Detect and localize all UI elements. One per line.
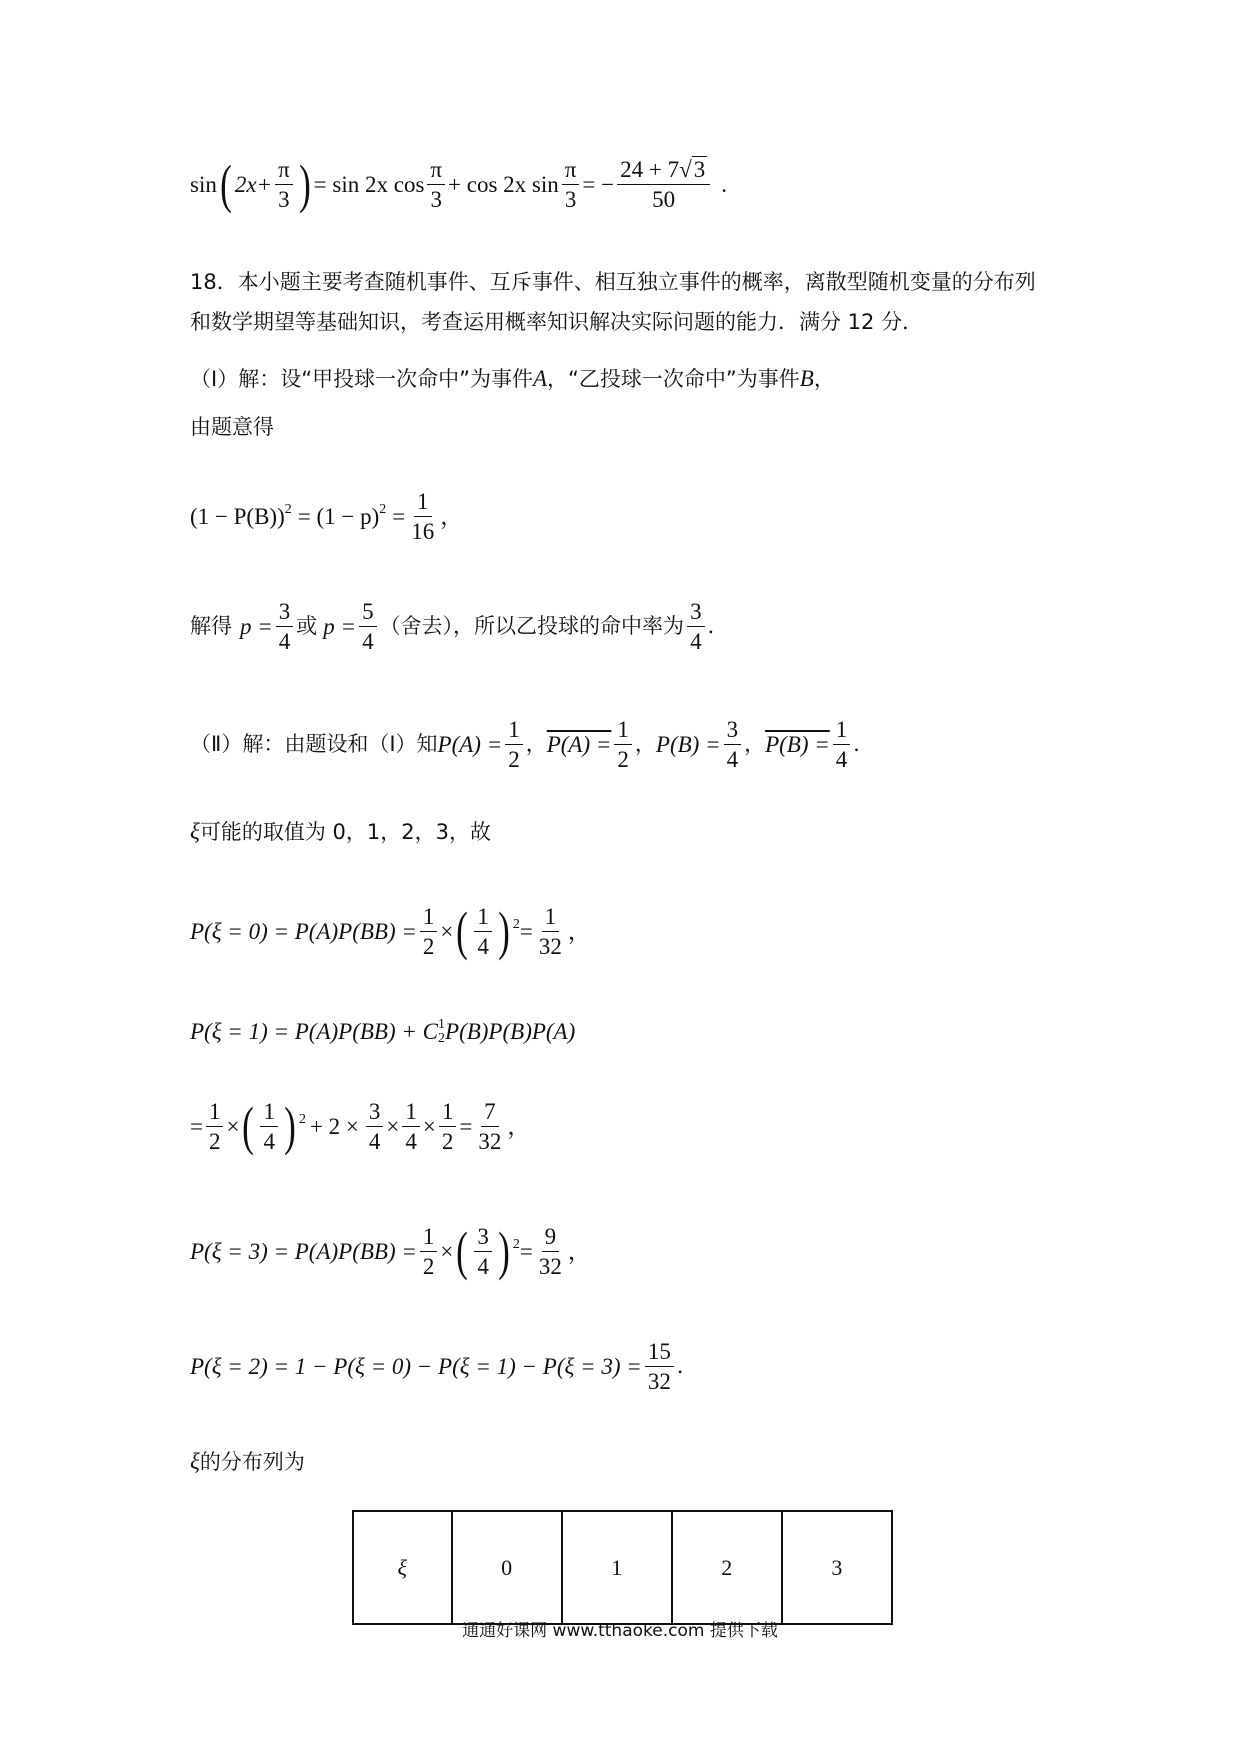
times: × (226, 1113, 240, 1139)
numerator: 1 (206, 1100, 224, 1127)
times: × (422, 1113, 436, 1139)
numerator: π (427, 158, 445, 185)
table-cell: ξ (353, 1511, 452, 1624)
part1-intro (190, 365, 835, 393)
denominator: 4 (405, 1129, 417, 1154)
period: ． (676, 1353, 698, 1378)
denominator: 2 (617, 747, 629, 772)
equals: = (392, 503, 406, 529)
fraction-1-4 (402, 1100, 420, 1153)
square: 2 (379, 502, 387, 518)
times: × (386, 1113, 400, 1139)
denominator: 32 (538, 934, 562, 959)
text: 可能的取值为 0，1，2，3，故 (199, 820, 491, 844)
denominator: 32 (478, 1129, 502, 1154)
denominator: 4 (477, 1254, 489, 1279)
numerator: 3 (276, 600, 294, 627)
right-paren: ) (498, 901, 510, 962)
lhs: P(ξ = 3) = P(A)P(BB) = (190, 1238, 417, 1264)
numerator: 1 (420, 905, 438, 932)
numerator: 1 (260, 1100, 278, 1127)
comma: ， (440, 503, 464, 529)
text: ，“乙投球一次命中”为事件 (547, 367, 800, 391)
denominator: 4 (835, 747, 848, 772)
numerator: 1 (414, 490, 432, 517)
times: × (440, 1238, 454, 1264)
pa-bar: P(A) = (546, 731, 612, 757)
by-problem: 由题意得 (190, 415, 274, 439)
fraction-9-32 (536, 1225, 565, 1278)
times: × (440, 918, 454, 944)
fraction-1-2 (420, 905, 438, 958)
eq-pb (190, 490, 463, 543)
denominator: 16 (411, 519, 435, 544)
right-paren: ) (284, 1096, 296, 1157)
fraction-1-32 (536, 905, 565, 958)
q18-line2: 和数学期望等基础知识，考查运用概率知识解决实际问题的能力．满分 12 分． (190, 310, 924, 334)
tail: P(B)P(B)P(A) (445, 1019, 576, 1045)
q18-line1: 18．本小题主要考查随机事件、互斥事件、相互独立事件的概率，离散型随机变量的分布列 (190, 270, 1036, 294)
table-cell: 3 (782, 1511, 892, 1624)
sqrt-radicand: 3 (693, 157, 706, 182)
event-b: B (799, 366, 814, 391)
denominator: 4 (368, 1129, 381, 1154)
denominator: 2 (441, 1129, 454, 1154)
denominator: 3 (430, 187, 442, 212)
numerator: π (275, 158, 293, 185)
numerator: 1 (614, 718, 632, 745)
pi-over-3-fraction (275, 158, 293, 211)
numerator: 1 (420, 1225, 438, 1252)
xi: ξ (190, 1449, 200, 1474)
event-a: A (532, 366, 548, 391)
fraction-15-32 (645, 1340, 674, 1393)
left-paren: ( (242, 1096, 255, 1157)
c-indices (438, 1018, 445, 1046)
right-paren: ) (298, 154, 311, 215)
numerator: 1 (505, 718, 523, 745)
fraction-3-4 (276, 600, 294, 653)
sep: ， (634, 731, 656, 756)
text: 解得 (190, 613, 232, 638)
denominator: 2 (208, 1129, 221, 1154)
dist-intro (190, 1448, 305, 1476)
pb-bar: P(B) = (765, 731, 830, 757)
fraction-3-4 (366, 1100, 384, 1153)
fraction-1-2 (420, 1225, 438, 1278)
plus-two-times: + 2 × (309, 1113, 359, 1139)
numerator: 24 + 7√3 (617, 158, 710, 185)
denominator: 4 (362, 629, 374, 654)
sep: ， (525, 731, 547, 756)
square: 2 (284, 502, 292, 518)
c-sup: 1 (438, 1017, 446, 1032)
p-xi-1-line1 (190, 1018, 575, 1046)
numerator: 1 (439, 1100, 457, 1127)
lhs: P(ξ = 1) = P(A)P(BB) + C (190, 1019, 439, 1045)
right-paren: ) (498, 1221, 510, 1282)
fraction-3-4 (724, 718, 742, 771)
pa: P(A) = (437, 731, 503, 757)
denominator: 4 (690, 629, 702, 654)
comma: ， (567, 1238, 591, 1264)
result-fraction (617, 158, 710, 211)
p-xi-1-line2 (190, 1096, 531, 1157)
fraction-1-2 (505, 718, 523, 771)
denominator: 4 (726, 747, 739, 772)
denominator: 2 (508, 747, 520, 772)
numerator: 3 (724, 718, 742, 745)
fraction-3-4 (687, 600, 705, 653)
period: ． (853, 731, 875, 756)
fraction-1-4 (833, 718, 851, 771)
numerator: π (562, 158, 580, 185)
equals: = (459, 1113, 473, 1139)
table-cell: 1 (562, 1511, 672, 1624)
equals: = (519, 918, 533, 944)
table-row (353, 1511, 892, 1624)
fraction-3-4 (474, 1225, 492, 1278)
fraction-1-2 (206, 1100, 224, 1153)
denominator: 4 (278, 629, 291, 654)
text: （Ⅱ）解：由题设和（Ⅰ）知 (190, 731, 438, 756)
pi-over-3-fraction (427, 158, 445, 211)
comma: ， (567, 918, 591, 944)
table-cell: 0 (452, 1511, 562, 1624)
left-paren: ( (219, 154, 232, 215)
numerator: 9 (542, 1225, 560, 1252)
p-xi-2 (190, 1340, 698, 1393)
square: 2 (512, 1237, 520, 1253)
lhs: P(ξ = 0) = P(A)P(BB) = (190, 918, 417, 944)
denominator: 2 (422, 1254, 435, 1279)
distribution-table (352, 1510, 893, 1625)
text: （舍去），所以乙投球的命中率为 (379, 613, 685, 638)
numerator: 1 (474, 905, 492, 932)
page-footer: 通通好课网 www.tthaoke.com 提供下载 (462, 1621, 778, 1641)
sin-label: sin (190, 171, 217, 197)
xi: ξ (190, 819, 200, 844)
comma: ， (507, 1113, 531, 1139)
denominator: 50 (652, 187, 676, 212)
argument: 2x+ (234, 171, 273, 197)
numerator: 1 (833, 718, 851, 745)
fraction-5-4 (359, 600, 377, 653)
left-paren: ( (456, 1221, 469, 1282)
numerator: 1 (542, 905, 560, 932)
text: 的分布列为 (199, 1450, 305, 1474)
num-part: 24 + 7 (620, 157, 680, 182)
pi-over-3-fraction (562, 158, 580, 211)
c-sub: 2 (438, 1031, 446, 1046)
pb: P(B) = (655, 731, 721, 757)
fraction-1-2 (614, 718, 632, 771)
solve-line (190, 600, 729, 653)
denominator: 32 (647, 1369, 671, 1394)
left-paren: ( (456, 901, 469, 962)
fraction-1-2 (439, 1100, 457, 1153)
p-xi-3 (190, 1221, 591, 1282)
period: . (721, 171, 727, 197)
denominator: 3 (564, 187, 577, 212)
lhs: P(ξ = 2) = 1 − P(ξ = 0) − P(ξ = 1) − P(ξ = 3) = (190, 1353, 642, 1379)
mid: = (1 − p) (297, 503, 380, 529)
equals: = (190, 1113, 203, 1139)
fraction-1-4 (474, 905, 492, 958)
square: 2 (298, 1112, 306, 1128)
lhs: (1 − P(B)) (190, 503, 285, 529)
expansion-part-1: = sin 2x cos (313, 171, 425, 197)
equals: = (519, 1238, 533, 1264)
denominator: 4 (477, 934, 489, 959)
denominator: 2 (422, 934, 435, 959)
denominator: 32 (538, 1254, 562, 1279)
text: ， (813, 367, 835, 391)
numerator: 1 (402, 1100, 420, 1127)
square: 2 (512, 917, 520, 933)
numerator: 5 (359, 600, 377, 627)
denominator: 4 (263, 1129, 275, 1154)
xi-values (190, 818, 491, 846)
fraction-1-4 (260, 1100, 278, 1153)
numerator: 3 (474, 1225, 492, 1252)
period: ． (707, 613, 729, 638)
fraction-7-32 (475, 1100, 504, 1153)
equals-minus: = − (582, 171, 615, 197)
sep: ， (744, 731, 766, 756)
p-eq: p = (323, 613, 357, 639)
text: （Ⅰ）解：设“甲投球一次命中”为事件 (190, 367, 533, 391)
numerator: 7 (481, 1100, 499, 1127)
numerator: 15 (645, 1340, 674, 1367)
fraction-1-16 (408, 490, 437, 543)
text: 或 (296, 613, 318, 638)
part2-probabilities (190, 718, 874, 771)
denominator: 3 (278, 187, 290, 212)
table-cell: 2 (672, 1511, 782, 1624)
expansion-part-2: + cos 2x sin (448, 171, 559, 197)
numerator: 3 (366, 1100, 384, 1127)
p-eq: p = (240, 613, 273, 639)
numerator: 3 (687, 600, 705, 627)
p-xi-0 (190, 901, 591, 962)
sin-identity-equation (190, 154, 727, 215)
